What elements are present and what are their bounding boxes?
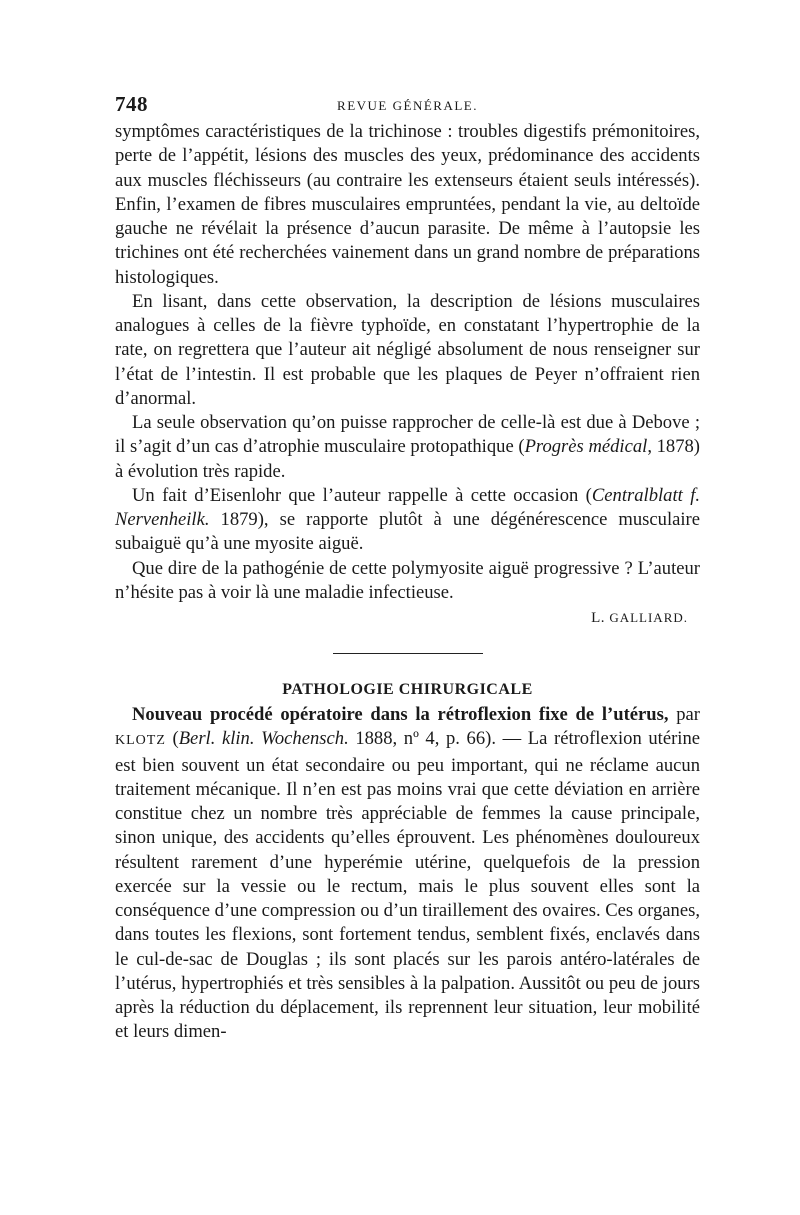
article-paragraph	[115, 703, 700, 1045]
text: 1888, nº 4, p. 66). —	[348, 728, 528, 750]
journal-citation: Progrès médical	[524, 436, 648, 458]
text: (	[165, 728, 179, 750]
signature-initial: L.	[591, 610, 610, 626]
text: 1879), se rapporte plutôt à une dégénérescence musculaire subaiguë qu’à une myosite aiguë.	[115, 509, 700, 555]
book-page	[115, 92, 700, 1045]
running-head	[115, 92, 700, 118]
paragraph-debove	[115, 411, 700, 484]
paragraph-pathogenie: Que dire de la pathogénie de cette polymyosite aiguë progressive ? L’auteur n’hésite pas à voir là une maladie infectieuse.	[115, 557, 700, 603]
author-signature	[115, 606, 700, 630]
article-title: Nouveau procédé opératoire dans la rétroflexion fixe de l’utérus,	[132, 704, 669, 725]
paragraph-trichinose: symptômes caractéristiques de la trichinose : troubles digestifs prémonitoires, perte de l’appétit, lésions des muscles des yeux, prédominance des accidents aux muscles fléchisseurs (au contraire les extenseurs étaient seuls intéressés). Enfin, l’examen de fibres musculaires empruntées, pendant la vie, au deltoïde gauche ne révélait la présence d’aucun parasite. De même à l’autopsie les trichines ont été recherchées vainement dans un grand nombre de préparations histologiques.	[115, 121, 700, 288]
page-number: 748	[115, 92, 148, 116]
journal-citation: Centralblatt f. Nervenheilk.	[115, 484, 701, 530]
running-title: REVUE GÉNÉRALE.	[337, 98, 478, 113]
text: La seule observation qu’on puisse rapprocher de celle-là est due à Debove ; il s’agit d’un cas d’atrophie musculaire protopathique (	[115, 412, 700, 458]
article-author: KLOTZ	[115, 733, 166, 749]
signature-name: GALLIARD.	[609, 610, 688, 625]
text: , 1878) à évolution très rapide.	[115, 436, 701, 482]
text: Un fait d’Eisenlohr que l’auteur rappelle à cette occasion (	[132, 484, 592, 506]
section-heading: PATHOLOGIE CHIRURGICALE	[282, 681, 533, 698]
section-divider	[333, 653, 483, 654]
paragraph-eisenlohr	[115, 484, 700, 557]
paragraph-lesions: En lisant, dans cette observation, la description de lésions musculaires analogues à celles de la fièvre typhoïde, en constatant l’hypertrophie de la rate, on regrettera que l’auteur ait négligé absolument de nous renseigner sur l’état de l’intestin. Il est probable que les plaques de Peyer n’offraient rien d’anormal.	[115, 290, 700, 409]
text: par	[668, 704, 700, 725]
article-body: La rétroflexion utérine est bien souvent un état secondaire ou peu important, qui ne réclame aucun traitement mécanique. Il n’en est pas moins vrai que cette déviation en arrière constitue chez un nombre très appréciable de femmes la cause principale, sinon unique, des accidents qu’elles éprouvent. Les phénomènes douloureux résultent rarement d’une hyperémie utérine, quelquefois de la pression exercée sur la vessie ou le rectum, mais le plus souvent elles sont la conséquence d’une compression ou d’un tiraillement des ovaires. Ces organes, dans toutes les flexions, sont fortement tendus, semblent fixés, enclavés dans le cul-de-sac de Douglas ; ils sont placés sur les parois antéro-latérales de l’utérus, hypertrophiés et très sensibles à la palpation. Aussitôt ou peu de jours après la réduction du déplacement, ils reprennent leur situation, leur mobilité et leurs dimen-	[115, 728, 700, 1043]
journal-citation: Berl. klin. Wochensch.	[178, 728, 349, 750]
